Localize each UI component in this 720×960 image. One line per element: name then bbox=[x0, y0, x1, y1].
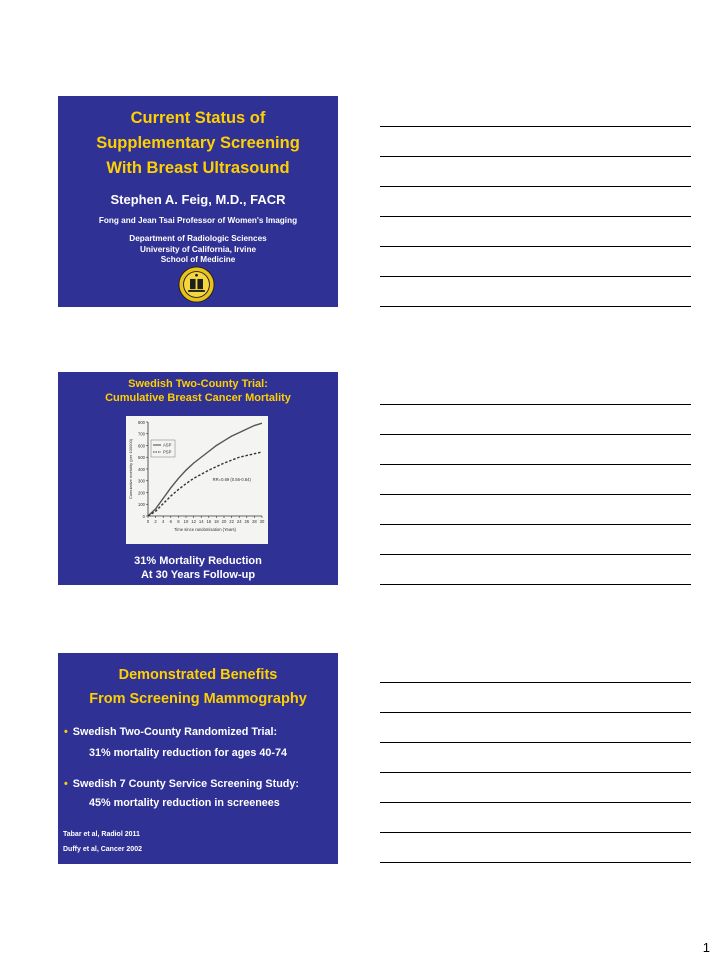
note-line bbox=[380, 584, 691, 585]
affiliation bbox=[58, 234, 338, 266]
note-line bbox=[380, 464, 691, 465]
note-line bbox=[380, 832, 691, 833]
slide1-title-line: Current Status of bbox=[130, 109, 266, 127]
note-line bbox=[380, 306, 691, 307]
note-line bbox=[380, 126, 691, 127]
x-tick-label: 4 bbox=[162, 519, 165, 524]
x-tick-label: 14 bbox=[198, 519, 204, 524]
slide2-title-line: Cumulative Breast Cancer Mortality bbox=[105, 392, 291, 404]
bullet-icon: • bbox=[64, 726, 68, 738]
x-tick-label: 0 bbox=[146, 519, 150, 524]
professorship: Fong and Jean Tsai Professor of Women's Imaging bbox=[98, 216, 298, 225]
y-tick-label: 300 bbox=[138, 478, 145, 484]
note-line bbox=[380, 772, 691, 773]
y-tick-label: 400 bbox=[138, 466, 145, 472]
bullet-text: Swedish 7 County Service Screening Study: bbox=[72, 778, 299, 790]
x-tick-label: 18 bbox=[214, 519, 219, 524]
y-tick-label: 200 bbox=[138, 490, 145, 496]
mortality-chart-box bbox=[126, 416, 268, 544]
slide-title-ultrasound bbox=[58, 96, 338, 307]
slide2-title-line: Swedish Two-County Trial: bbox=[128, 378, 268, 390]
slide1-title-line: Supplementary Screening bbox=[96, 134, 300, 152]
x-tick-label: 6 bbox=[169, 519, 172, 524]
bullet-subtext: 45% mortality reduction in screenees bbox=[89, 797, 280, 809]
slide3-title-line: From Screening Mammography bbox=[89, 691, 307, 707]
x-tick-label: 2 bbox=[154, 519, 157, 524]
y-tick-label: 600 bbox=[138, 443, 145, 449]
x-tick-label: 20 bbox=[221, 519, 227, 524]
x-tick-label: 10 bbox=[183, 519, 189, 524]
slide3-title bbox=[58, 663, 338, 711]
y-tick-label: 700 bbox=[138, 431, 145, 437]
slide-swedish-trial bbox=[58, 372, 338, 585]
slide1-title bbox=[58, 106, 338, 181]
note-line bbox=[380, 682, 691, 683]
x-tick-label: 16 bbox=[206, 519, 212, 524]
note-line bbox=[380, 802, 691, 803]
legend-label: ASP bbox=[163, 442, 172, 448]
note-line bbox=[380, 246, 691, 247]
note-line bbox=[380, 434, 691, 435]
slide3-title-line: Demonstrated Benefits bbox=[118, 667, 278, 683]
y-tick-label: 0 bbox=[142, 513, 145, 519]
y-tick-label: 800 bbox=[138, 419, 145, 425]
slide2-title bbox=[58, 377, 338, 405]
slide2-caption-line: 31% Mortality Reduction bbox=[134, 555, 262, 567]
note-line bbox=[380, 186, 691, 187]
series-line-psp bbox=[148, 449, 262, 516]
legend-label: PSP bbox=[163, 449, 172, 455]
note-line bbox=[380, 276, 691, 277]
bullet-subtext: 31% mortality reduction for ages 40-74 bbox=[89, 747, 288, 759]
x-tick-label: 8 bbox=[177, 519, 180, 524]
note-line bbox=[380, 156, 691, 157]
university-seal-icon bbox=[178, 266, 215, 303]
x-tick-label: 24 bbox=[236, 519, 242, 524]
x-tick-label: 30 bbox=[259, 519, 265, 524]
note-line bbox=[380, 862, 691, 863]
y-tick-label: 100 bbox=[138, 502, 145, 508]
reference: Duffy et al, Cancer 2002 bbox=[63, 846, 142, 853]
slide2-caption bbox=[58, 554, 338, 582]
note-line bbox=[380, 524, 691, 525]
note-line bbox=[380, 216, 691, 217]
note-line bbox=[380, 712, 691, 713]
affiliation-line: School of Medicine bbox=[160, 255, 236, 264]
note-line bbox=[380, 404, 691, 405]
slide1-title-line: With Breast Ultrasound bbox=[106, 159, 290, 177]
affiliation-line: University of California, Irvine bbox=[139, 244, 257, 254]
x-tick-label: 22 bbox=[229, 519, 234, 524]
affiliation-line: Department of Radiologic Sciences bbox=[129, 234, 267, 243]
bullet-item bbox=[64, 725, 277, 739]
x-tick-label: 12 bbox=[191, 519, 196, 524]
page-number: 1 bbox=[702, 940, 710, 955]
note-line bbox=[380, 494, 691, 495]
author-name: Stephen A. Feig, M.D., FACR bbox=[110, 192, 286, 207]
bullet-text: Swedish Two-County Randomized Trial: bbox=[72, 726, 278, 738]
bullet-item bbox=[64, 777, 299, 791]
mortality-chart bbox=[126, 416, 268, 544]
note-line bbox=[380, 742, 691, 743]
y-tick-label: 500 bbox=[138, 455, 145, 461]
y-axis-label: Cumulative mortality (per 100000) bbox=[128, 438, 133, 500]
x-axis-label: Time since randomisation (Years) bbox=[173, 527, 237, 532]
x-tick-label: 28 bbox=[252, 519, 257, 524]
chart-annotation: RR=0.69 (0.56-0.84) bbox=[212, 476, 251, 482]
bullet-icon: • bbox=[64, 778, 68, 790]
reference: Tabar et al, Radiol 2011 bbox=[63, 831, 140, 838]
x-tick-label: 26 bbox=[244, 519, 250, 524]
note-line bbox=[380, 554, 691, 555]
slide2-caption-line: At 30 Years Follow-up bbox=[140, 569, 256, 581]
slide-demonstrated-benefits bbox=[58, 653, 338, 864]
